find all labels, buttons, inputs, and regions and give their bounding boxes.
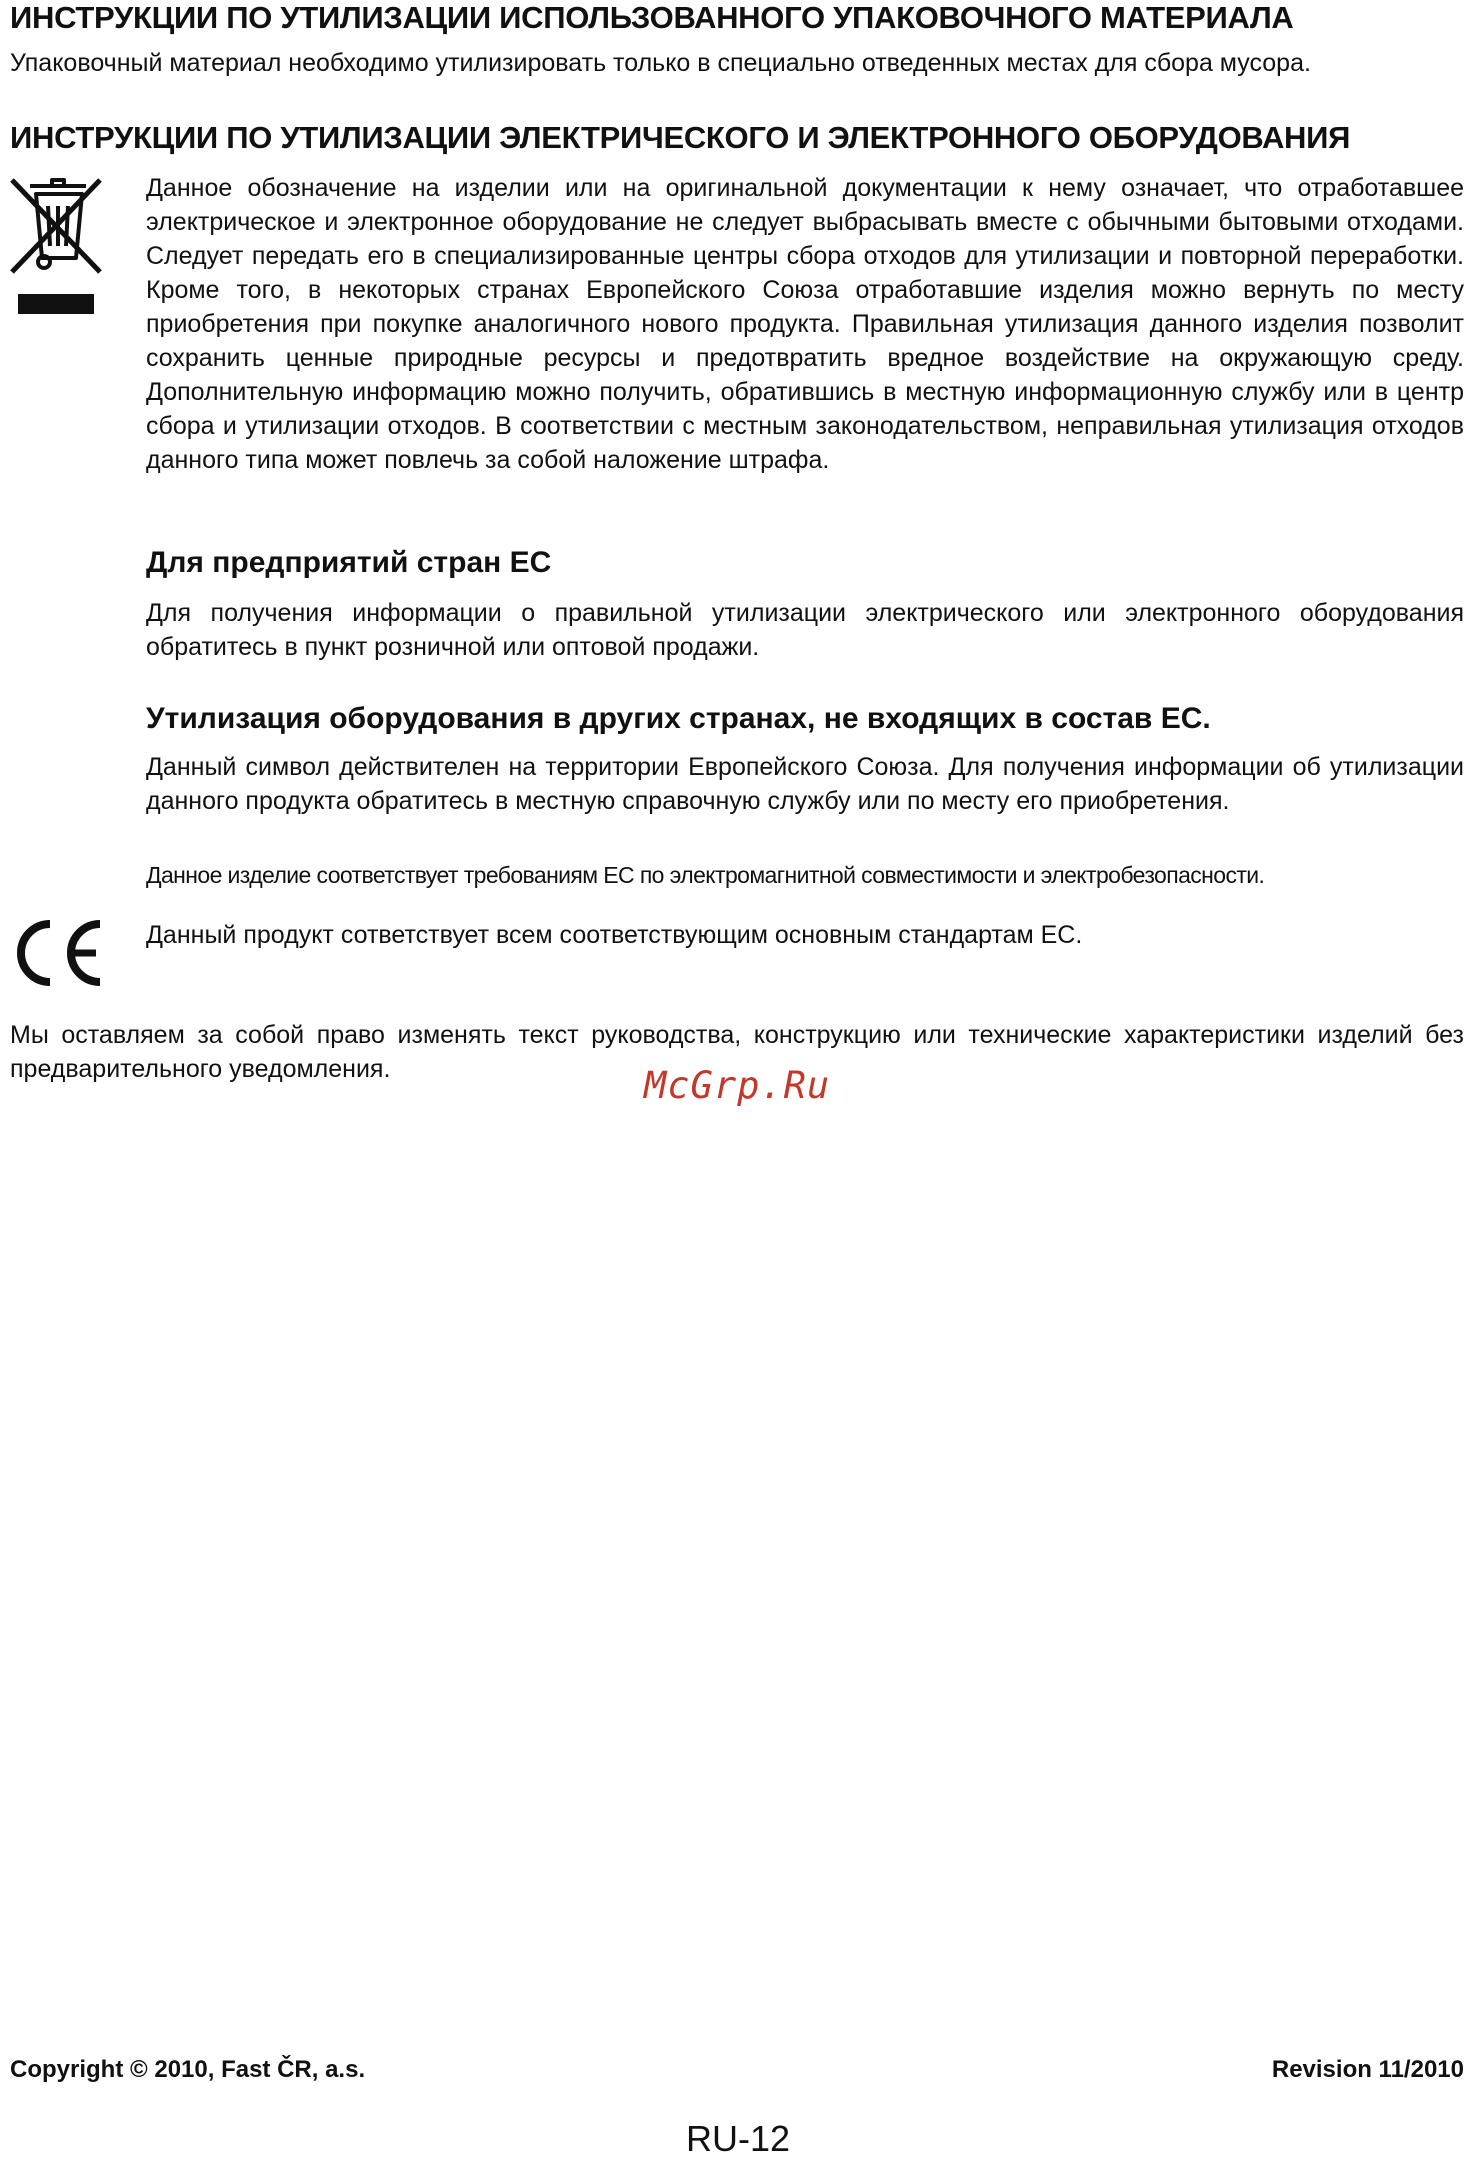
ce-mark-icon <box>8 918 104 988</box>
disclaimer-text: Мы оставляем за собой право изменять текст руководства, конструкцию или технические характеристики изделий без предварительного уведомления. <box>10 1021 1464 1083</box>
ce-text: Данный продукт сответствует всем соответствующим основным стандартам ЕС. <box>146 921 1083 949</box>
eu-business-heading: Для предприятий стран ЕС <box>146 546 552 579</box>
non-eu-text: Данный символ действителен на территории Европейского Союза. Для получения информации об утилизации данного продукта обратитесь в местную справочную службу или по месту его приобретения. <box>146 753 1464 815</box>
copyright: Copyright © 2010, Fast ČR, a.s. <box>10 2056 366 2083</box>
weee-heading: ИНСТРУКЦИИ ПО УТИЛИЗАЦИИ ЭЛЕКТРИЧЕСКОГО И ЭЛЕКТРОННОГО ОБОРУДОВАНИЯ <box>10 120 1351 155</box>
eu-business-text: Для получения информации о правильной утилизации электрического или электронного оборудования обратитесь в пункт розничной или оптовой продажи. <box>146 599 1464 661</box>
compliance-text: Данное изделие соответствует требованиям ЕС по электромагнитной совместимости и электробезопасности. <box>146 862 1265 888</box>
page-number: RU-12 <box>685 2118 791 2159</box>
watermark: McGrp.Ru <box>644 1064 831 1107</box>
weee-text: Данное обозначение на изделии или на оригинальной документации к нему означает, что отработавшее электрическое и электронное оборудование не следует выбрасывать вместе с обычными бытовыми отходами. Следует передать его в специализированные центры сбора отходов для утилизации и повторной переработки. Кроме того, в некоторых странах Европейского Союза отработавшие изделия можно вернуть по месту приобретения при покупке аналогичного нового продукта. Правильная утилизация данного изделия позволит сохранить ценные природные ресурсы и предотвратить вредное воздействие на окружающую среду. Дополнительную информацию можно получить, обратившись в местную информационную службу или в центр сбора и утилизации отходов. В соответствии с местным законодательством, неправильная утилизация отходов данного типа может повлечь за собой наложение штрафа. <box>146 174 1464 474</box>
crossed-out-wheelie-bin-icon <box>8 176 104 316</box>
non-eu-heading: Утилизация оборудования в других странах, не входящих в состав ЕС. <box>146 702 1211 735</box>
packaging-heading: ИНСТРУКЦИИ ПО УТИЛИЗАЦИИ ИСПОЛЬЗОВАННОГО УПАКОВОЧНОГО МАТЕРИАЛА <box>10 0 1294 35</box>
revision: Revision 11/2010 <box>1271 2056 1464 2083</box>
packaging-text: Упаковочный материал необходимо утилизировать только в специально отведенных местах для сбора мусора. <box>10 49 1311 77</box>
